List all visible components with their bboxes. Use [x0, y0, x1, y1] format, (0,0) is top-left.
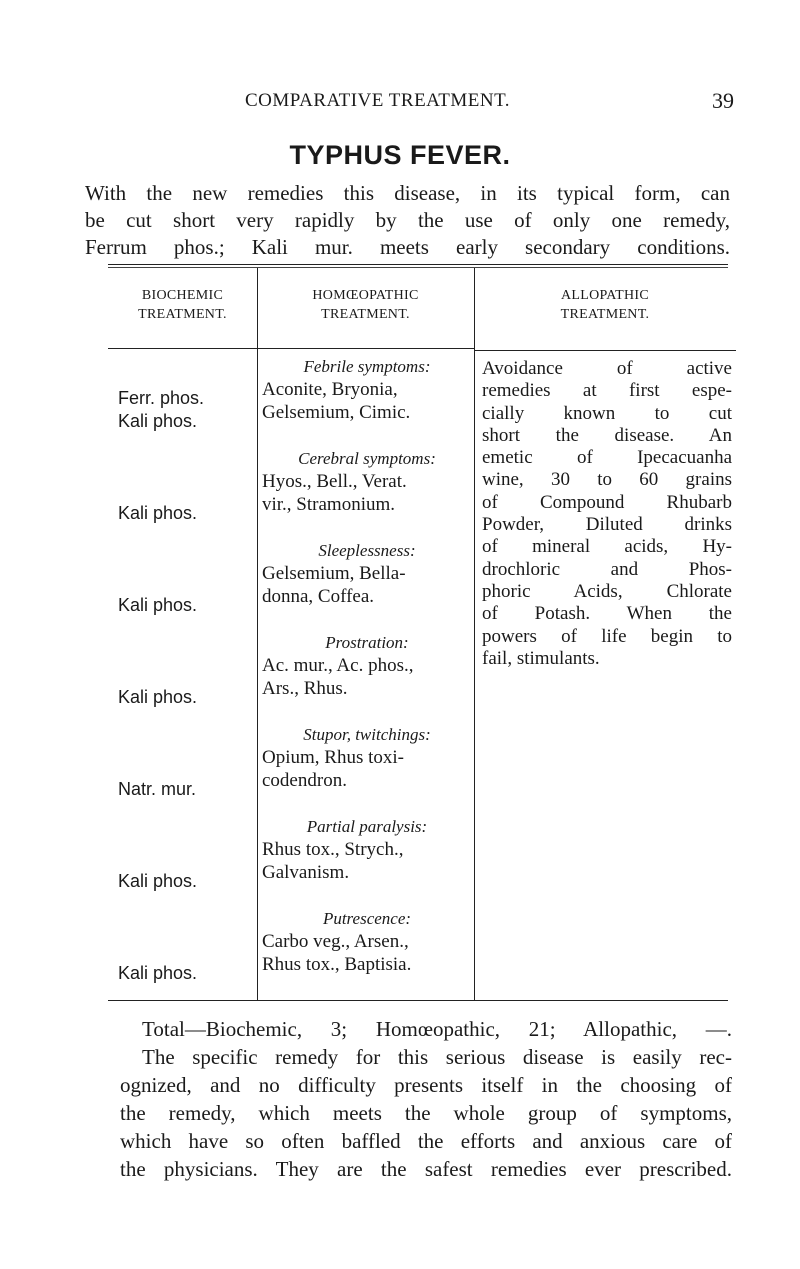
header-homoeopathic	[257, 286, 474, 324]
header-line: TREATMENT.	[321, 307, 410, 322]
intro-paragraph	[85, 180, 730, 261]
allopathic-line: phoric Acids, Chlorate	[482, 580, 732, 602]
remedy-line: Galvanism.	[262, 862, 350, 883]
allopathic-line: short the disease. An	[482, 424, 732, 446]
header-line: ALLOPATHIC	[560, 288, 650, 303]
remedy-line: codendron.	[262, 770, 347, 791]
remedy-line: Ac. mur., Ac. phos.,	[262, 655, 414, 676]
header-rule	[474, 350, 736, 351]
header-biochemic	[108, 286, 257, 324]
running-head	[0, 90, 800, 120]
allopathic-line: fail, stimulants.	[482, 647, 600, 669]
allopathic-line: drochloric and Phos-	[482, 558, 732, 580]
homoeopathic-group	[262, 632, 472, 700]
remedy-line: Aconite, Bryonia,	[262, 379, 398, 400]
allopathic-line: remedies at first espe-	[482, 380, 732, 402]
body-line: the physicians. They are the safest remedies ever prescribed.	[120, 1157, 732, 1181]
allopathic-line: Avoidance of active	[482, 358, 732, 379]
body-line: Total—Biochemic, 3; Homœopathic, 21; Allopathic, —.	[142, 1017, 732, 1041]
homoeopathic-group	[262, 448, 472, 516]
allopathic-treatment	[482, 358, 732, 670]
biochemic-remedy: Ferr. phos.	[118, 388, 205, 408]
intro-line: Ferrum phos.; Kali mur. meets early secondary conditions.	[85, 235, 730, 259]
remedy-line: Hyos., Bell., Verat.	[262, 471, 407, 492]
biochemic-remedy: Kali phos.	[118, 963, 198, 983]
homoeopathic-group	[262, 816, 472, 884]
header-line: HOMŒOPATHIC	[312, 288, 419, 303]
intro-line: be cut short very rapidly by the use of only one remedy,	[85, 208, 730, 232]
biochemic-remedy: Kali phos.	[118, 411, 198, 431]
symptom-category: Stupor, twitchings:	[303, 725, 431, 744]
remedy-line: Gelsemium, Cimic.	[262, 402, 411, 423]
remedy-line: Gelsemium, Bella-	[262, 563, 406, 584]
symptom-category: Prostration:	[325, 633, 409, 652]
allopathic-line: of Compound Rhubarb	[482, 491, 732, 513]
homoeopathic-group	[262, 724, 472, 792]
remedy-line: Carbo veg., Arsen.,	[262, 931, 409, 952]
header-allopathic	[474, 286, 736, 324]
remedy-line: Ars., Rhus.	[262, 678, 348, 699]
table-bottom-rule	[108, 1000, 728, 1001]
closing-paragraph	[120, 1015, 732, 1183]
allopathic-line: wine, 30 to 60 grains	[482, 469, 732, 491]
body-line: ognized, and no difficulty presents itself in the choosing of	[120, 1073, 732, 1097]
header-line: TREATMENT.	[138, 307, 227, 322]
body-line: which have so often baffled the efforts and anxious care of	[120, 1129, 732, 1153]
homoeopathic-group	[262, 356, 472, 424]
homoeopathic-group	[262, 908, 472, 976]
biochemic-remedy: Kali phos.	[118, 871, 198, 891]
header-rule	[108, 348, 257, 349]
biochemic-remedy: Kali phos.	[118, 503, 198, 523]
remedy-line: vir., Stramonium.	[262, 494, 395, 515]
remedy-line: Rhus tox., Strych.,	[262, 839, 404, 860]
page-number: 39	[712, 88, 734, 113]
biochemic-remedy: Kali phos.	[118, 595, 198, 615]
column-divider	[474, 268, 475, 1000]
intro-line: With the new remedies this disease, in its typical form, can	[85, 181, 730, 205]
allopathic-line: of Potash. When the	[482, 603, 732, 625]
header-line: TREATMENT.	[560, 307, 650, 322]
table-top-rule-inner	[108, 267, 728, 268]
body-line: The specific remedy for this serious disease is easily rec-	[142, 1045, 732, 1069]
homoeopathic-group	[262, 540, 472, 608]
symptom-category: Cerebral symptoms:	[298, 449, 436, 468]
remedy-line: donna, Coffea.	[262, 586, 375, 607]
table-top-rule	[108, 264, 728, 265]
allopathic-line: Powder, Diluted drinks	[482, 514, 732, 536]
running-head-title: COMPARATIVE TREATMENT.	[245, 90, 511, 111]
remedy-line: Opium, Rhus toxi-	[262, 747, 404, 768]
symptom-category: Putrescence:	[322, 909, 412, 928]
allopathic-line: cially known to cut	[482, 402, 732, 424]
remedy-line: Rhus tox., Baptisia.	[262, 954, 412, 975]
body-line: the remedy, which meets the whole group of symptoms,	[120, 1101, 732, 1125]
symptom-category: Sleeplessness:	[318, 541, 416, 560]
allopathic-line: of mineral acids, Hy-	[482, 536, 732, 558]
column-divider	[257, 268, 258, 1000]
symptom-category: Febrile symptoms:	[303, 357, 431, 376]
allopathic-line: emetic of Ipecacuanha	[482, 447, 732, 469]
header-rule	[257, 348, 474, 349]
symptom-category: Partial paralysis:	[306, 817, 428, 836]
section-heading: TYPHUS FEVER.	[289, 140, 511, 170]
header-line: BIOCHEMIC	[141, 288, 224, 303]
biochemic-remedy: Kali phos.	[118, 687, 198, 707]
allopathic-line: powers of life begin to	[482, 625, 732, 647]
biochemic-remedy: Natr. mur.	[118, 779, 197, 799]
